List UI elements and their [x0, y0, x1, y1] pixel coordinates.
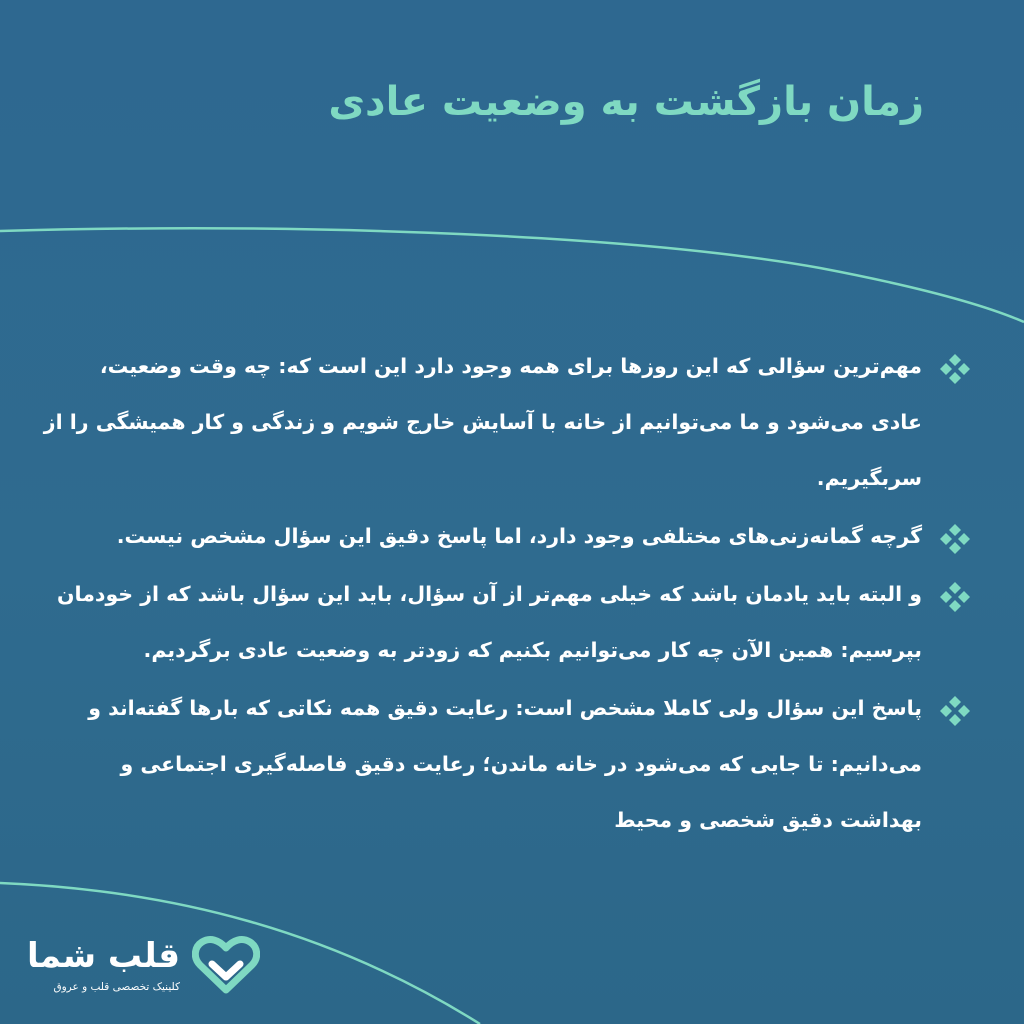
bullet-text: پاسخ این سؤال ولی کاملا مشخص است: رعایت دقیق همه نکاتی که بارها گفته‌اند و می‌دانیم: تا جایی که می‌شود در خانه ماندن؛ رعایت دقیق فاصله‌گیری اجتماعی و بهداشت دقیق شخصی و محیط	[88, 696, 922, 832]
bullet-text: گرچه گمانه‌زنی‌های مختلفی وجود دارد، اما پاسخ دقیق این سؤال مشخص نیست.	[116, 524, 922, 548]
page-title: زمان بازگشت به وضعیت عادی	[328, 79, 924, 125]
logo-name: قلب شما	[27, 936, 180, 976]
logo-subtitle: کلینیک تخصصی قلب و عروق	[53, 981, 180, 993]
clinic-logo	[27, 930, 270, 1010]
top-curve	[0, 228, 1024, 322]
bullet-item-1	[42, 338, 972, 506]
four-diamond-icon	[938, 694, 972, 728]
four-diamond-icon	[938, 352, 972, 386]
bullet-item-4	[42, 680, 972, 848]
bullet-item-2	[42, 508, 972, 564]
bullet-text: مهم‌ترین سؤالی که این روزها برای همه وجود دارد این است که: چه وقت وضعیت، عادی می‌شود و ما می‌توانیم از خانه با آسایش خارج شویم و زندگی و کار همیشگی را از سربگیریم.	[43, 354, 922, 490]
bullet-list	[42, 338, 972, 848]
four-diamond-icon	[938, 522, 972, 556]
bullet-text: و البته باید یادمان باشد که خیلی مهم‌تر از آن سؤال، باید این سؤال باشد که از خودمان بپرسیم: همین الآن چه کار می‌توانیم بکنیم که زودتر به وضعیت عادی برگردیم.	[57, 582, 922, 662]
bullet-item-3	[42, 566, 972, 678]
four-diamond-icon	[938, 580, 972, 614]
heart-check-icon	[192, 936, 260, 996]
